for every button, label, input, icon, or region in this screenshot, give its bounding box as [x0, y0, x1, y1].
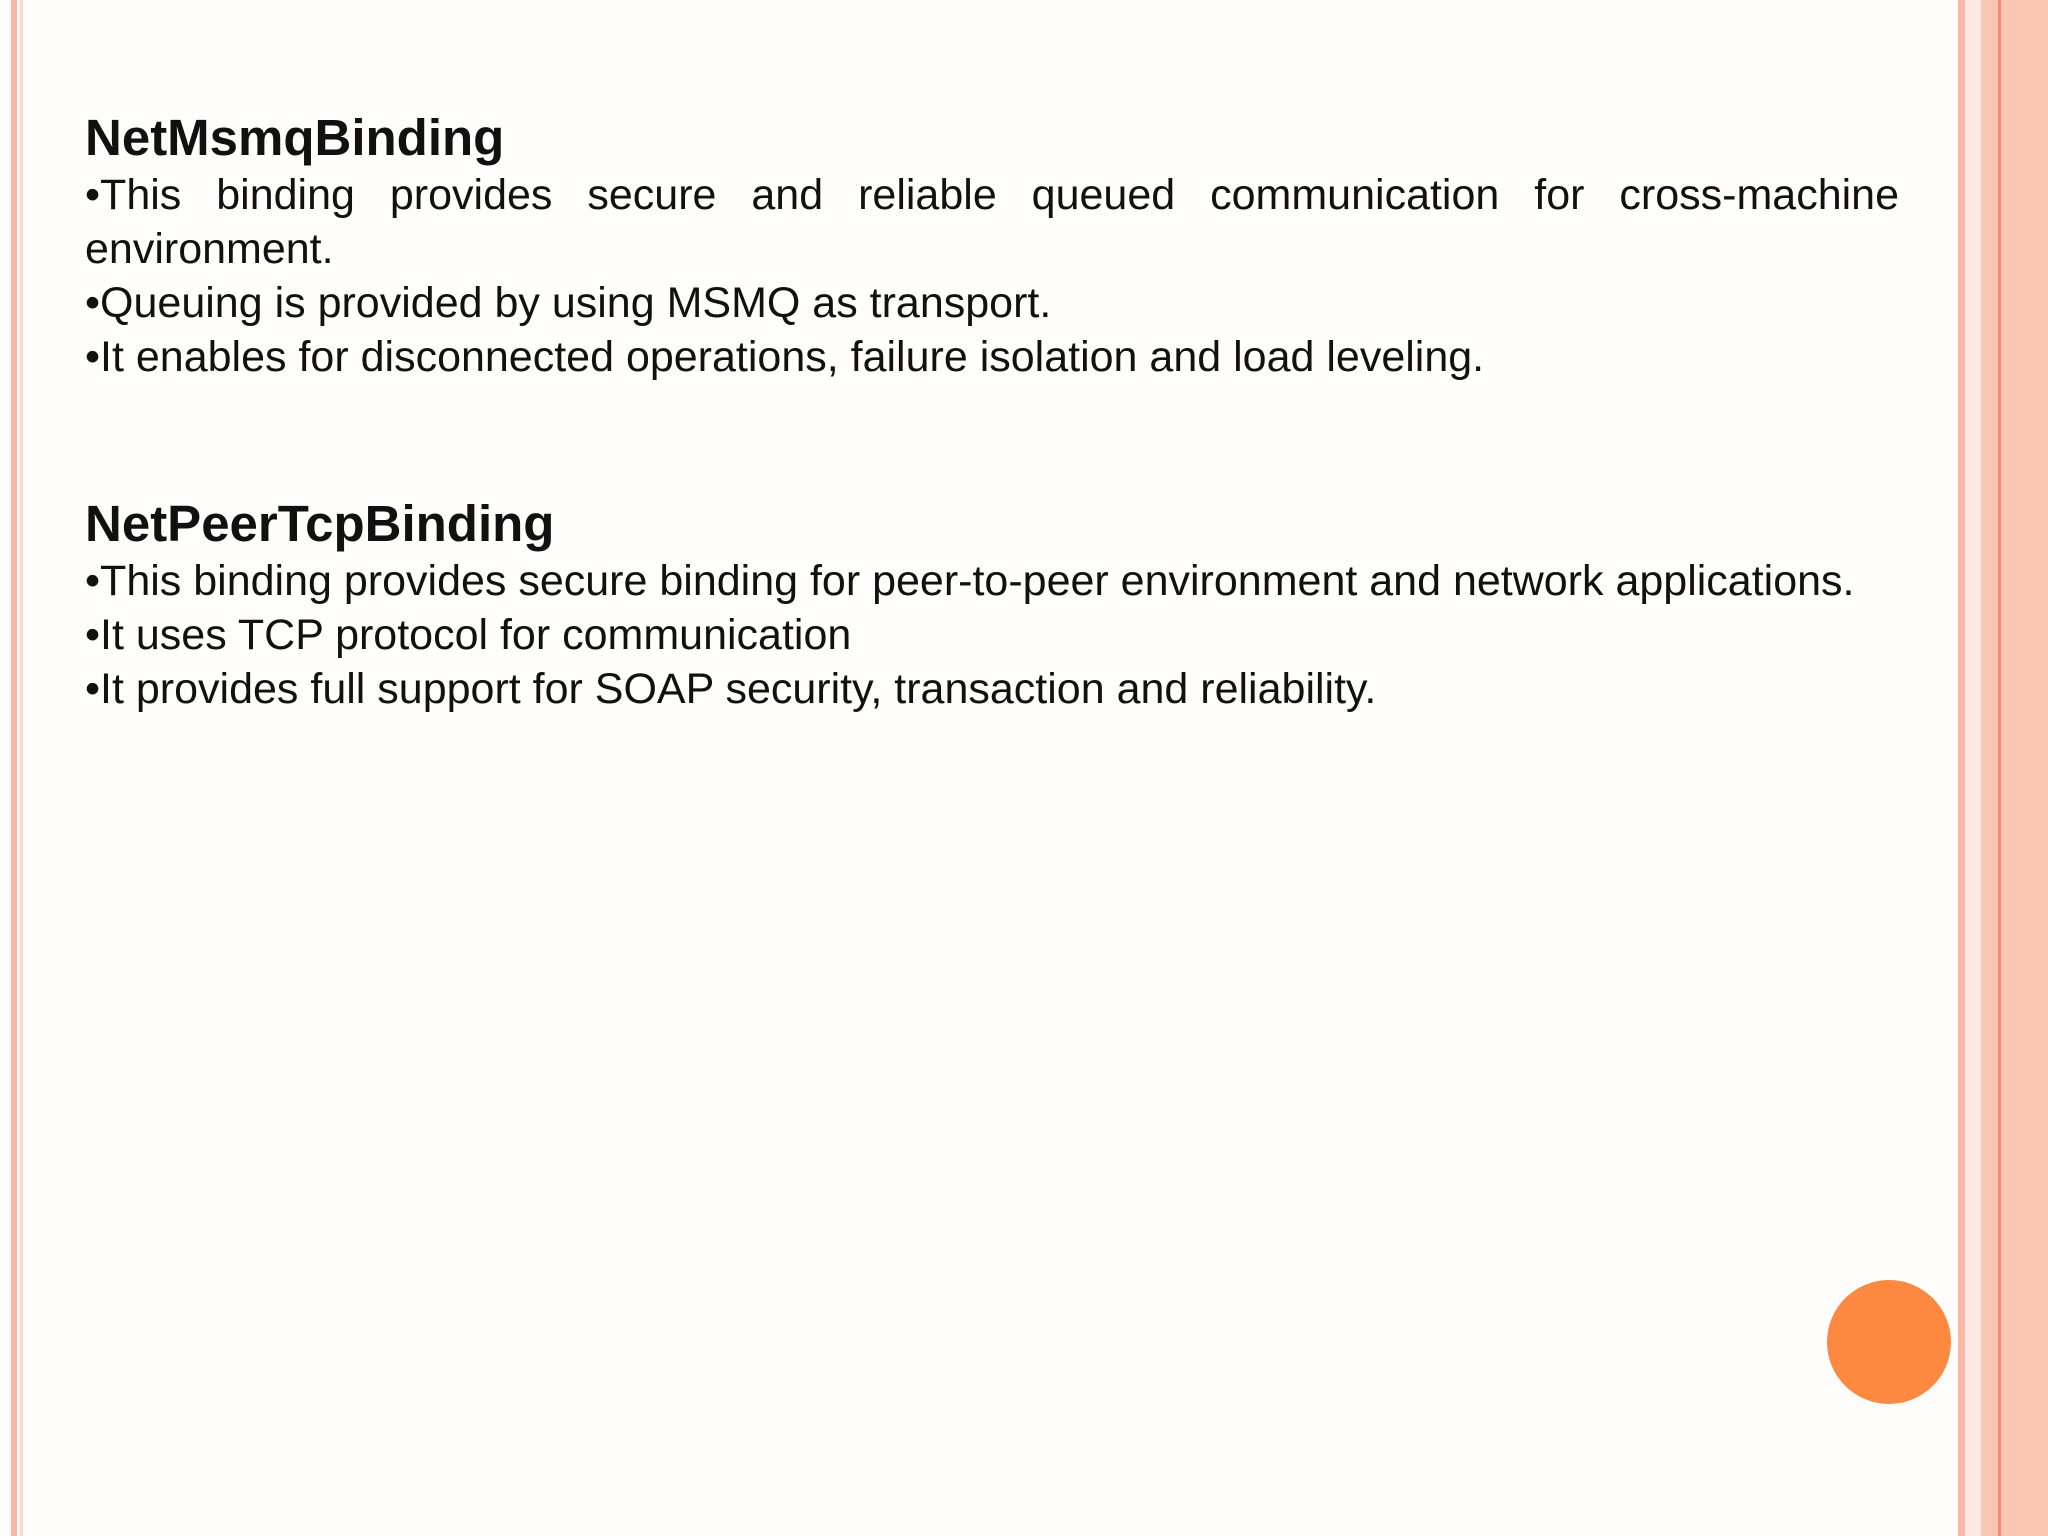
- left-border-stripe: [11, 0, 17, 1536]
- section-heading: NetPeerTcpBinding: [85, 495, 555, 552]
- bullet-item: •It uses TCP protocol for communication: [85, 611, 852, 659]
- bullet-item: •Queuing is provided by using MSMQ as transport.: [85, 279, 1052, 327]
- right-border-band-outer: [2001, 0, 2048, 1536]
- bullet-item: •This binding provides secure binding for peer-to-peer environment and network applications.: [85, 557, 1855, 605]
- bullet-item: •It provides full support for SOAP security, transaction and reliability.: [85, 665, 1377, 713]
- slide-content: [85, 108, 1899, 716]
- right-border-gap: [1965, 0, 1981, 1536]
- section-spacer: [85, 384, 1899, 494]
- orange-circle-decoration: [1827, 1280, 1951, 1404]
- section-netpeertcpbinding: [85, 494, 1899, 716]
- section-heading: NetMsmqBinding: [85, 109, 505, 166]
- right-border-band: [1981, 0, 1998, 1536]
- left-border-stripe-thin: [20, 0, 23, 1536]
- section-netmsmqbinding: [85, 108, 1899, 384]
- bullet-item: •It enables for disconnected operations, failure isolation and load leveling.: [85, 333, 1485, 381]
- bullet-item: •This binding provides secure and reliable queued communication for cross-machine environment.: [85, 171, 1899, 273]
- right-border-stripe: [1958, 0, 1965, 1536]
